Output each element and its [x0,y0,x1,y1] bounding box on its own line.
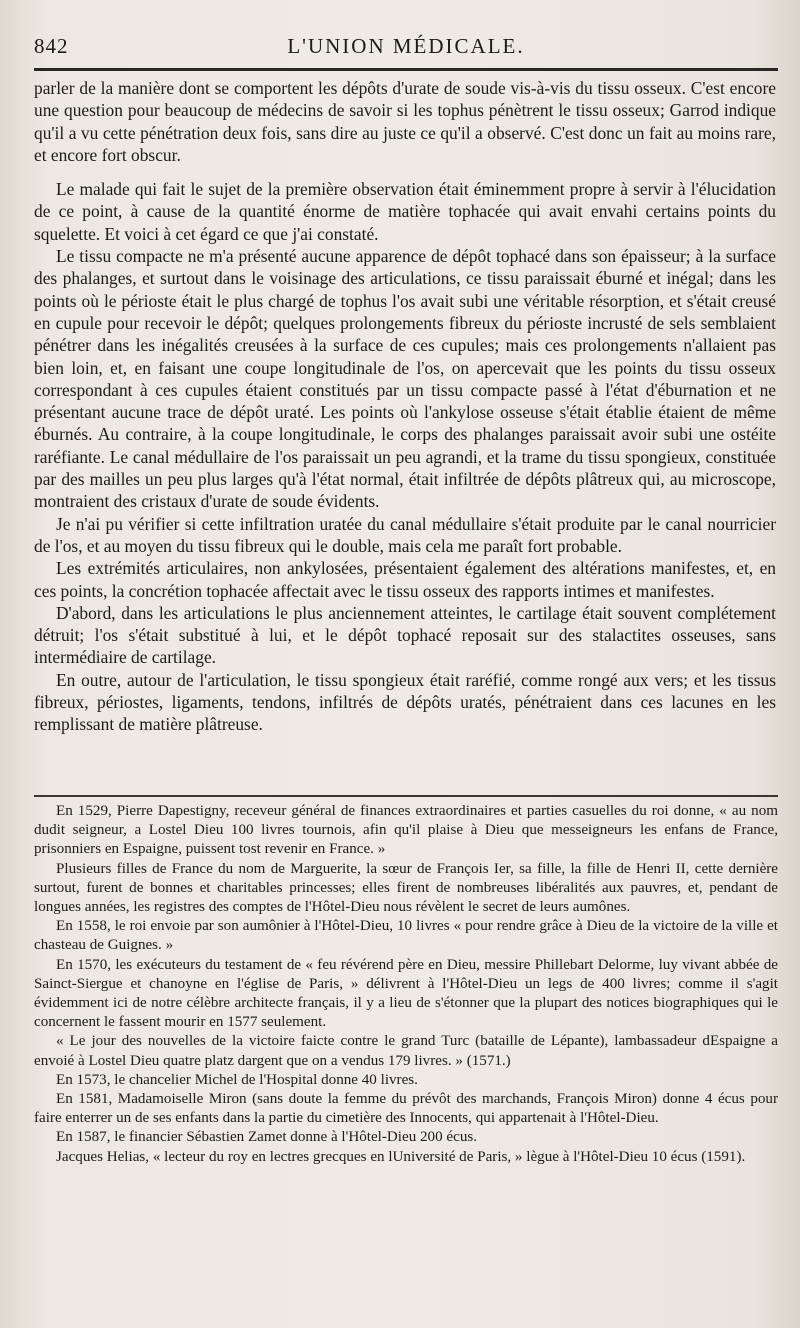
paragraph: D'abord, dans les articulations le plus anciennement atteintes, le cartilage était souvent complétement détruit; l'os s'était substitué à lui, et le dépôt tophacé reposait sur des stalactites osseuses, sans intermédiaire de cartilage. [34,602,776,668]
running-title: L'UNION MÉDICALE. [287,34,525,58]
footnote-text [34,802,778,1167]
paragraph: Je n'ai pu vérifier si cette infiltration uratée du canal médullaire s'était produite par le canal nourricier de l'os, et au moyen du tissu fibreux qui le double, mais cela me paraît fort probable. [34,513,776,556]
note-paragraph: En 1529, Pierre Dapestigny, receveur général de finances extraordinaires et parties casuelles du roi donne, « au nom dudit seigneur, a Lostel Dieu 100 livres tournois, afin qu'il plaise à Dieu que messeigneurs les enfans de France, prisonniers en Espaigne, puissent tost revenir en France. » [34,803,778,858]
note-paragraph: En 1581, Madamoiselle Miron (sans doute la femme du prévôt des marchands, François Miron) donne 4 écus pour faire enterrer un de ses enfants dans la partie du cimetière des Innocents, qui appartenait à l'Hôtel-Dieu. [34,1091,778,1127]
paragraph: Le malade qui fait le sujet de la première observation était éminemment propre à servir à l'élucidation de ce point, à cause de la quantité énorme de matière tophacée qui avait envahi certains points du squelette. Et voici à cet égard ce que j'ai constaté. [34,179,776,244]
paragraph: Le tissu compacte ne m'a présenté aucune apparence de dépôt tophacé dans son épaisseur; à la surface des phalanges, et surtout dans le voisinage des articulations, ce tissu paraissait éburné et inégal; dans les points où le périoste était le plus chargé de tophus l'os avait subi une véritable résorption, et s'était creusé en cupule pour recevoir le dépôt; quelques prolongements fibreux du périoste incrusté de sels semblaient pénétrer dans les inégalités creusées à la surface de ces cupules; mais ces prolongements n'allaient pas bien loin, et, en faisant une coupe longitudinale de l'os, on apercevait que les points du tissu osseux correspondant à ces cupules étaient constitués par un tissu compacte passé à l'état d'éburnation et ne présentant aucune trace de dépôt uraté. Les points où l'ankylose osseuse s'était établie étaient de même éburnés. Au contraire, à la coupe longitudinale, le corps des phalanges paraissait avoir subi une ostéite raréfiante. Le canal médullaire de l'os paraissait un peu agrandi, et la trame du tissu spongieux, constituée par des mailles un peu plus larges qu'à l'état normal, était infiltrée de dépôts plâtreux qui, au microscope, montraient des cristaux d'urate de soude évidents. [34,246,776,512]
note-paragraph: En 1573, le chancelier Michel de l'Hospital donne 40 livres. [56,1071,418,1088]
header-rule [34,68,778,71]
paragraph: En outre, autour de l'articulation, le tissu spongieux était raréfié, comme rongé aux vers; et les tissus fibreux, périostes, ligaments, tendons, infiltrés de dépôts uratés, pénétraient dans ces lacunes en les remplissant de matière plâtreuse. [34,669,776,735]
note-paragraph: Jacques Helias, « lecteur du roy en lectres grecques en lUniversité de Paris, » lègue à l'Hôtel-Dieu 10 écus (1591). [56,1148,746,1165]
note-paragraph: Plusieurs filles de France du nom de Marguerite, la sœur de François Ier, sa fille, la fille de Henri II, cette dernière surtout, furent de bonnes et charitables princesses; elles firent de nombreuses libéralités aux pauvres, et, pendant de longues années, les registres des comptes de l'Hôtel-Dieu nous révèlent le secret de leurs aumônes. [34,860,778,916]
paragraph: parler de la manière dont se comportent les dépôts d'urate de soude vis-à-vis du tissu osseux. C'est encore une question pour beaucoup de médecins de savoir si les tophus pénètrent le tissu osseux; Garrod indique qu'il a vu cette pénétration deux fois, sans dire au juste ce qu'il a observé. C'est donc un fait au moins rare, et encore fort obscur. [34,78,776,165]
footnote-rule [34,795,778,797]
note-paragraph: En 1570, les exécuteurs du testament de « feu révérend père en Dieu, messire Phillebart Delorme, luy vivant abbée de Sainct-Siergue et chanoyne en l'église de Paris, » délivrent à l'Hôtel-Dieu un legs de 400 livres; comme il s'agit évidemment ici de notre célèbre architecte français, il y a lieu de s'étonner que la plupart des notices biographiques qui le concernent le fassent mourir en 1577 seulement. [34,956,778,1031]
page-header [34,30,778,60]
paragraph: Les extrémités articulaires, non ankylosées, présentaient également des altérations manifestes, et, en ces points, la concrétion tophacée affectait avec le tissu osseux des rapports intimes et manifestes. [34,558,776,601]
note-paragraph: « Le jour des nouvelles de la victoire faicte contre le grand Turc (bataille de Lépante), lambassadeur dEspaigne a envoié à Lostel Dieu quatre platz dargent que on a vendus 179 livres. » (1571.) [34,1033,778,1069]
page-number: 842 [34,34,69,58]
note-paragraph: En 1587, le financier Sébastien Zamet donne à l'Hôtel-Dieu 200 écus. [56,1129,478,1146]
main-text [34,77,776,736]
note-paragraph: En 1558, le roi envoie par son aumônier à l'Hôtel-Dieu, 10 livres « pour rendre grâce à Dieu de la victoire de la ville et chasteau de Guignes. » [34,918,778,954]
